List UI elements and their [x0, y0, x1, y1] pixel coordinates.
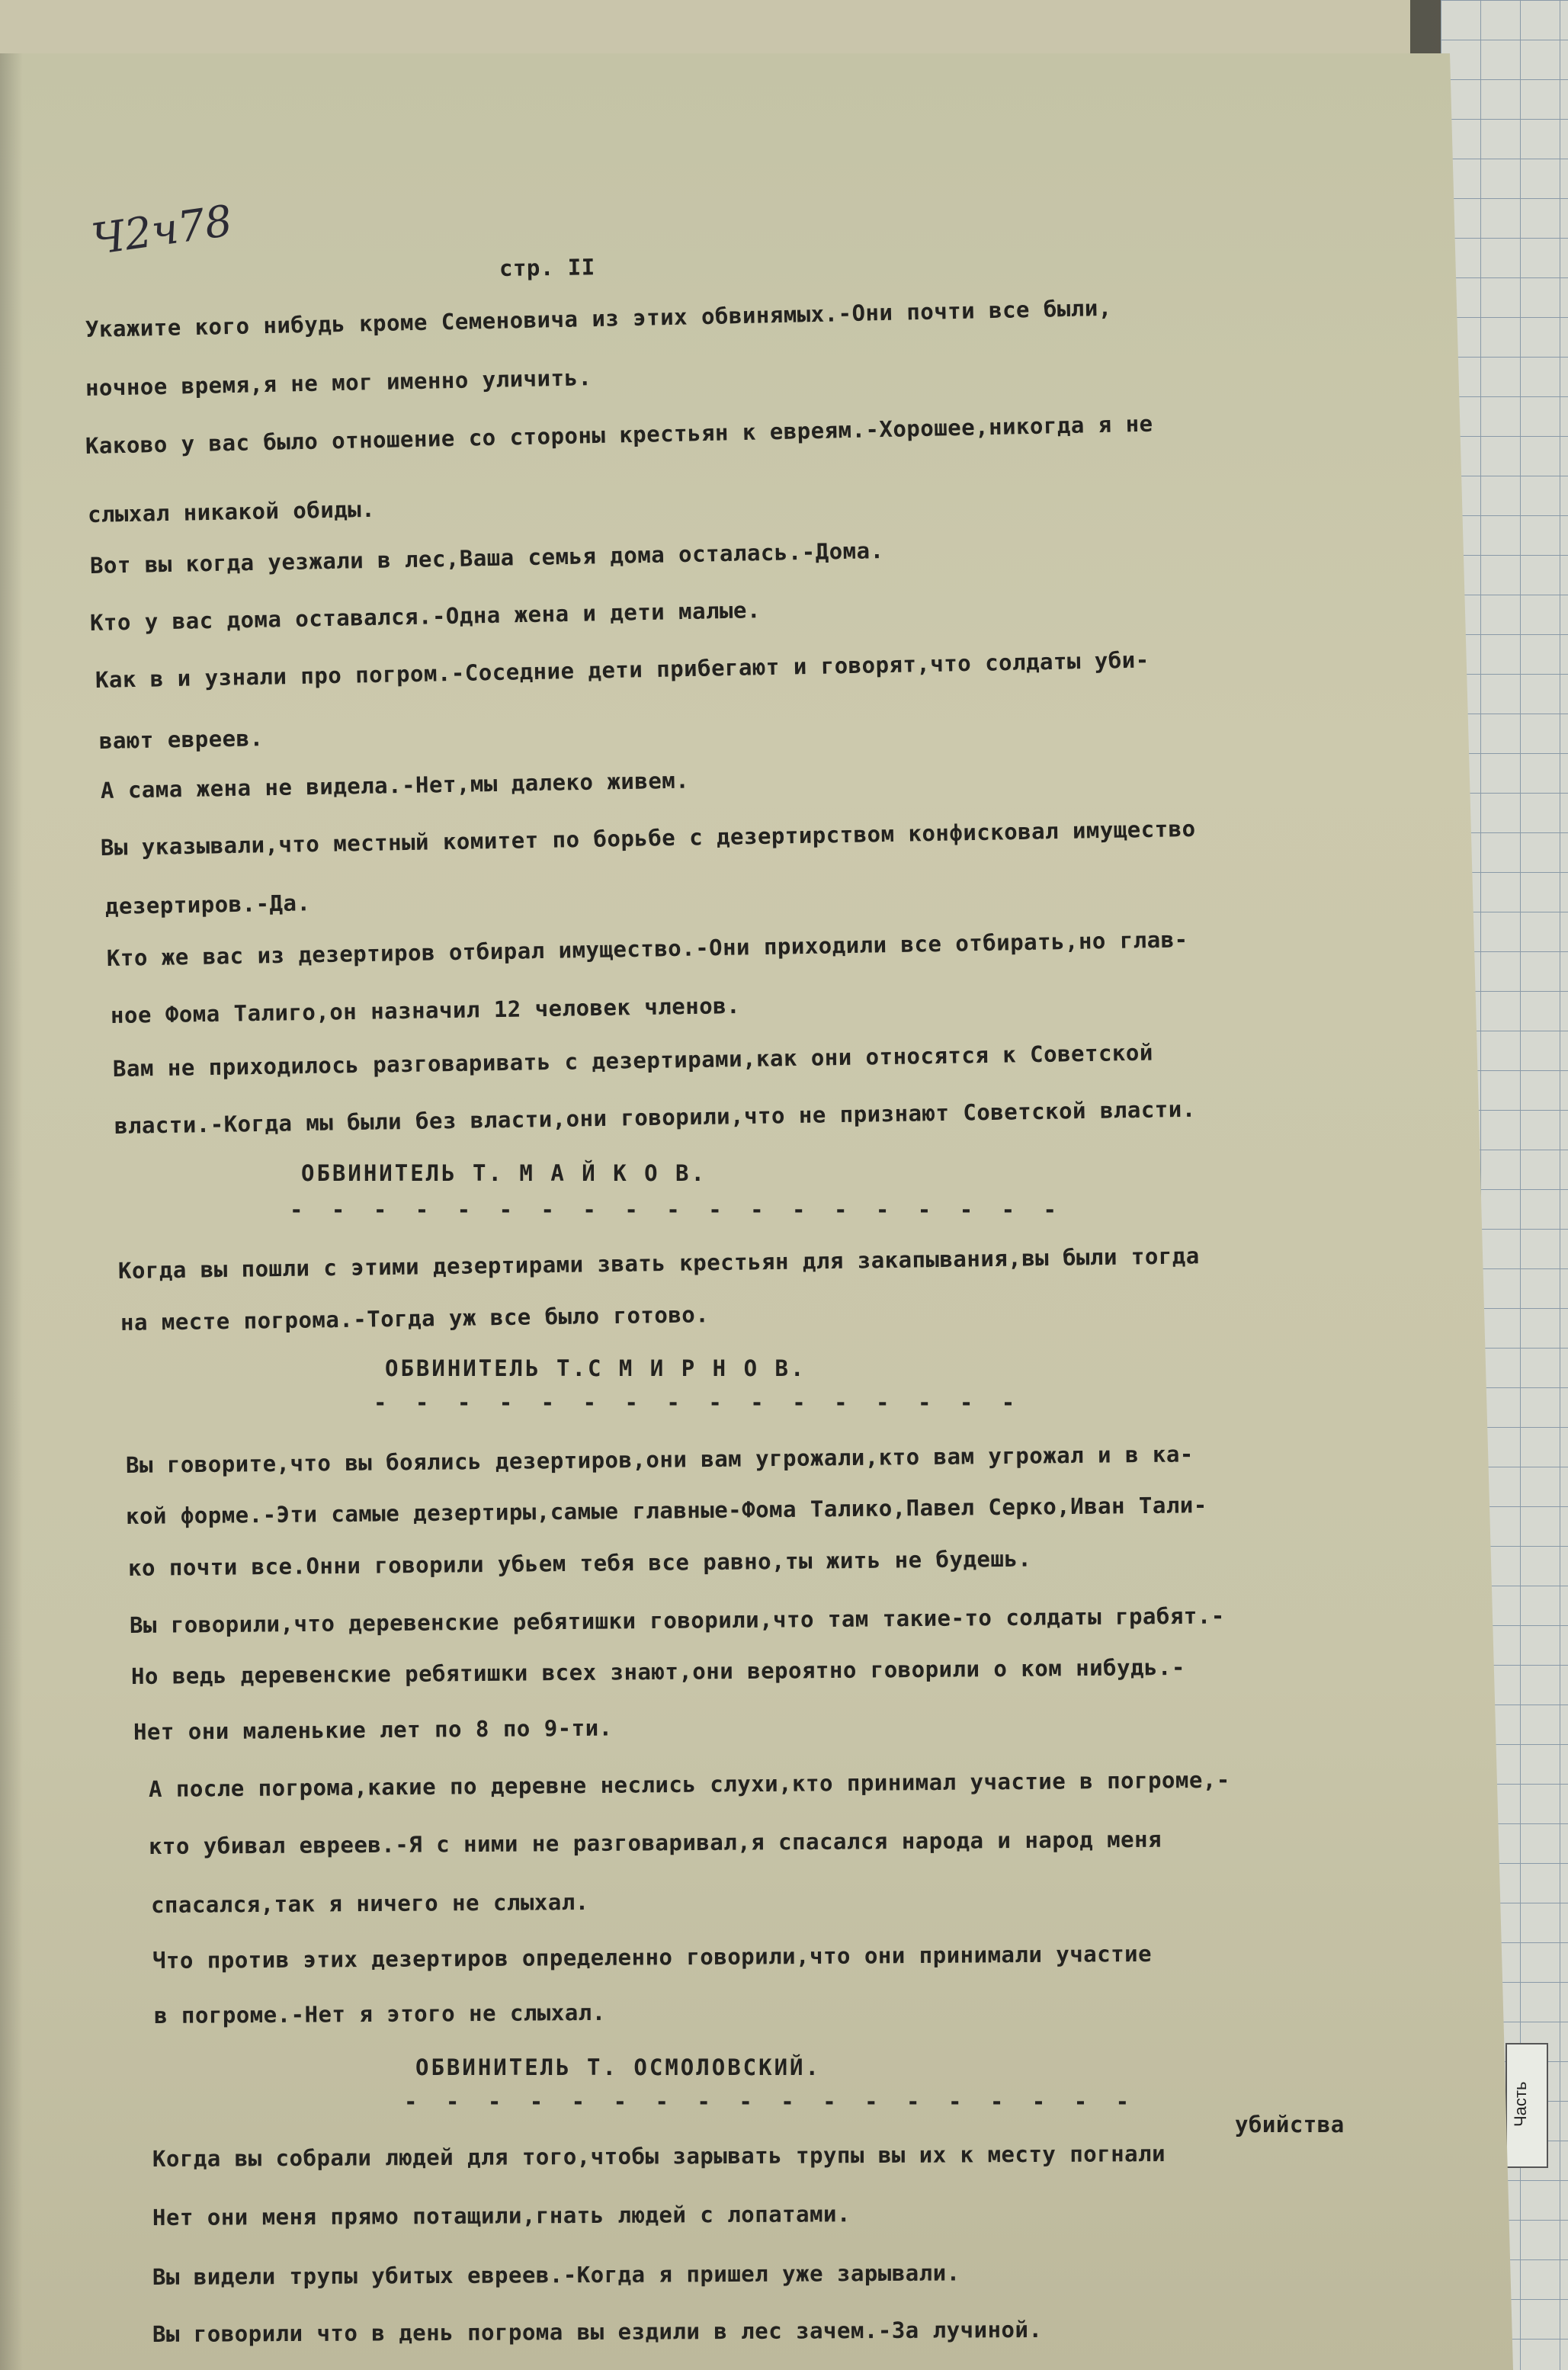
handwritten-margin-note: Ч2ч78 — [88, 196, 236, 265]
text-line: Вы указывали,что местный комитет по борьбе с дезертирством конфисковал имущество — [100, 815, 1196, 861]
text-line: Кто у вас дома оставался.-Одна жена и дети малые. — [89, 597, 762, 636]
text-line: Вы говорили,что деревенские ребятишки говорили,что там такие-то солдаты грабят.- — [129, 1602, 1225, 1638]
text-line: Вы говорили что в день погрома вы ездили в лес зачем.-За лучиной. — [152, 2316, 1043, 2347]
text-line: ко почти все.Онни говорили убьем тебя все равно,ты жить не будешь. — [127, 1545, 1032, 1581]
text-line: Как в и узнали про погром.-Соседние дети прибегают и говорят,что солдаты уби- — [95, 646, 1150, 693]
text-line: Но ведь деревенские ребятишки всех знают,они вероятно говорили о ком нибудь.- — [130, 1653, 1185, 1689]
text-line: дезертиров.-Да. — [104, 890, 311, 919]
heading-underline: - - - - - - - - - - - - - - - - — [374, 1390, 1023, 1416]
text-line: Вот вы когда уезжали в лес,Ваша семья дома осталась.-Дома. — [89, 537, 884, 579]
page-number: стр. II — [499, 254, 595, 281]
section-heading-smirnov: ОБВИНИТЕЛЬ Т.С М И Р Н О В. — [385, 1355, 806, 1381]
text-line: слыхал никакой обиды. — [87, 495, 376, 528]
text-line: в погроме.-Нет я этого не слыхал. — [153, 1999, 606, 2028]
text-line: кто убивал евреев.-Я с ними не разговаривал,я спасался народа и народ меня — [148, 1826, 1162, 1859]
text-line: власти.-Когда мы были без власти,они говорили,что не признают Советской власти. — [114, 1095, 1196, 1139]
text-line: вают евреев. — [98, 725, 264, 754]
text-line: ное Фома Талиго,он назначил 12 человек членов. — [110, 993, 741, 1028]
text-line: Каково у вас было отношение со стороны крестьян к евреям.-Хорошее,никогда я не — [85, 410, 1153, 459]
section-heading-osmolovsky: ОБВИНИТЕЛЬ Т. ОСМОЛОВСКИЙ. — [415, 2054, 821, 2080]
text-line: ночное время,я не мог именно уличить. — [85, 364, 592, 401]
text-line: на месте погрома.-Тогда уж все было готово. — [120, 1301, 710, 1336]
text-line: Нет они маленькие лет по 8 по 9-ти. — [133, 1714, 613, 1745]
text-line: А после погрома,какие по деревне неслись слухи,кто принимал участие в погроме,- — [148, 1766, 1230, 1802]
heading-underline: - - - - - - - - - - - - - - - - - - — [404, 2089, 1137, 2115]
text-line: А сама жена не видела.-Нет,мы далеко живем. — [100, 767, 690, 803]
text-line: Нет они меня прямо потащили,гнать людей с лопатами. — [152, 2201, 851, 2230]
side-tab-label: Часть — [1511, 2081, 1530, 2127]
text-line: Когда вы пошли с этими дезертирами звать крестьян для закапывания,вы были тогда — [117, 1243, 1200, 1284]
section-heading-maikov: ОБВИНИТЕЛЬ Т. М А Й К О В. — [301, 1160, 707, 1186]
heading-underline: - - - - - - - - - - - - - - - - - - - — [290, 1197, 1065, 1223]
text-line: Укажите кого нибудь кроме Семеновича из этих обвинямых.-Они почти все были, — [85, 294, 1113, 342]
text-line: Когда вы собрали людей для того,чтобы зарывать трупы вы их к месту погнали — [152, 2141, 1166, 2172]
text-line: Что против этих дезертиров определенно говорили,что они принимали участие — [152, 1940, 1153, 1974]
text-line: спасался,так я ничего не слыхал. — [150, 1888, 589, 1918]
text-line: Кто же вас из дезертиров отбирал имущество.-Они приходили все отбирать,но глав- — [106, 926, 1188, 971]
text-line: кой форме.-Эти самые дезертиры,самые главные-Фома Талико,Павел Серко,Иван Тали- — [125, 1492, 1207, 1529]
text-line: Вы говорите,что вы боялись дезертиров,они вам угрожали,кто вам угрожал и в ка- — [125, 1441, 1194, 1478]
text-line: Вы видели трупы убитых евреев.-Когда я пришел уже зарывали. — [152, 2259, 960, 2290]
interlinear-insertion: убийства — [1235, 2112, 1345, 2137]
text-line: Вам не приходилось разговаривать с дезертирами,как они относятся к Советской — [112, 1039, 1154, 1082]
